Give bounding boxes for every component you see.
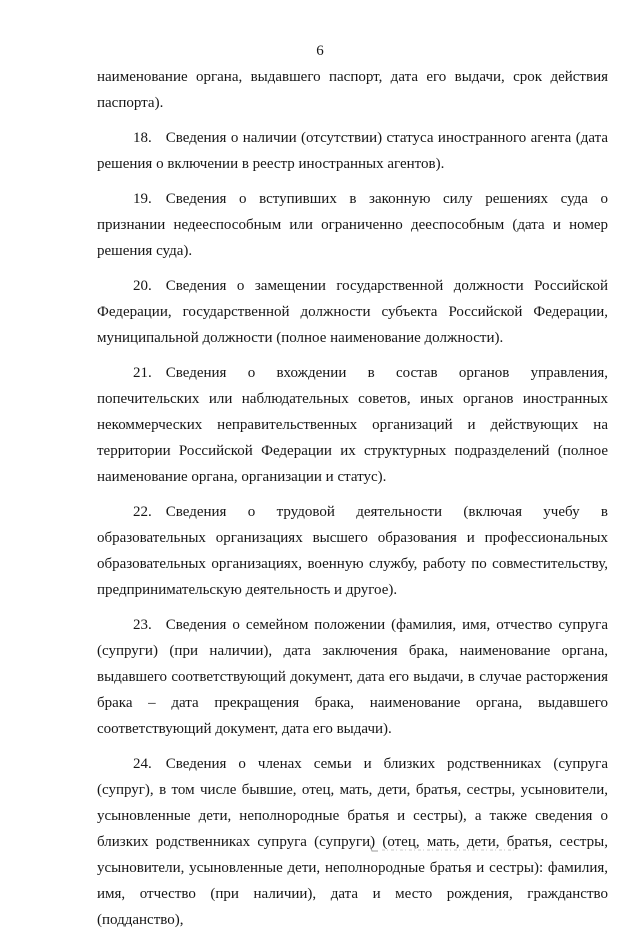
paragraph-text: Сведения о членах семьи и близких родственниках (супруга (супруг), в том числе бывшие, отец, мать, дети, братья, сестры, усыновители, усыновленные дети, неполнородные братья и сестры), а также сведения о близких родственниках супруга (супруги) (отец, мать, дети, братья, сестры, усыновители, усыновленные дети, неполнородные братья и сестры): фамилия, имя, отчество (при наличии), дата и место рождения, гражданство (подданство),	[97, 756, 608, 928]
paragraph-item-24	[97, 751, 608, 933]
paragraph-item-19	[97, 186, 608, 264]
paragraph-text: Сведения о трудовой деятельности (включая учебу в образовательных организациях высшего образования и профессиональных образовательных организациях, военную службу, работу по совместительству, предпринимательскую деятельность и другое).	[97, 504, 608, 598]
paragraph-item-23	[97, 612, 608, 742]
paragraph-number: 18.	[133, 130, 152, 146]
paragraph-item-22	[97, 499, 608, 603]
paragraph-number: 21.	[133, 365, 152, 381]
paragraph-text: Сведения о вхождении в состав органов управления, попечительских или наблюдательных советов, иных органов иностранных некоммерческих неправительственных организаций и действующих на территории Российской Федерации их структурных подразделений (полное наименование органа, организации и статус).	[97, 365, 608, 485]
paragraph-number: 20.	[133, 278, 152, 294]
paragraph-text: Сведения о вступивших в законную силу решениях суда о признании недееспособным или ограниченно дееспособным (дата и номер решения суда).	[97, 191, 608, 259]
page-number: 6	[316, 43, 324, 59]
paragraph-item-21	[97, 360, 608, 490]
document-body	[97, 64, 608, 942]
paragraph-text: Сведения о наличии (отсутствии) статуса иностранного агента (дата решения о включении в реестр иностранных агентов).	[97, 130, 608, 172]
paragraph-number: 24.	[133, 756, 152, 772]
paragraph-number: 19.	[133, 191, 152, 207]
paragraph-number: 23.	[133, 617, 152, 633]
paragraph-item-18	[97, 125, 608, 177]
paragraph-text: Сведения о семейном положении (фамилия, имя, отчество супруга (супруги) (при наличии), дата заключения брака, наименование органа, выдавшего соответствующий документ, дата его выдачи, в случае расторжения брака – дата прекращения брака, наименование органа, выдавшего соответствующий документ, дата его выдачи).	[97, 617, 608, 737]
scan-smudge-mark	[368, 842, 518, 854]
paragraph-continuation	[97, 64, 608, 116]
paragraph-text: Сведения о замещении государственной должности Российской Федерации, государственной должности субъекта Российской Федерации, муниципальной должности (полное наименование должности).	[97, 278, 608, 346]
paragraph-text: наименование органа, выдавшего паспорт, дата его выдачи, срок действия паспорта).	[97, 69, 608, 111]
paragraph-item-20	[97, 273, 608, 351]
paragraph-number: 22.	[133, 504, 152, 520]
